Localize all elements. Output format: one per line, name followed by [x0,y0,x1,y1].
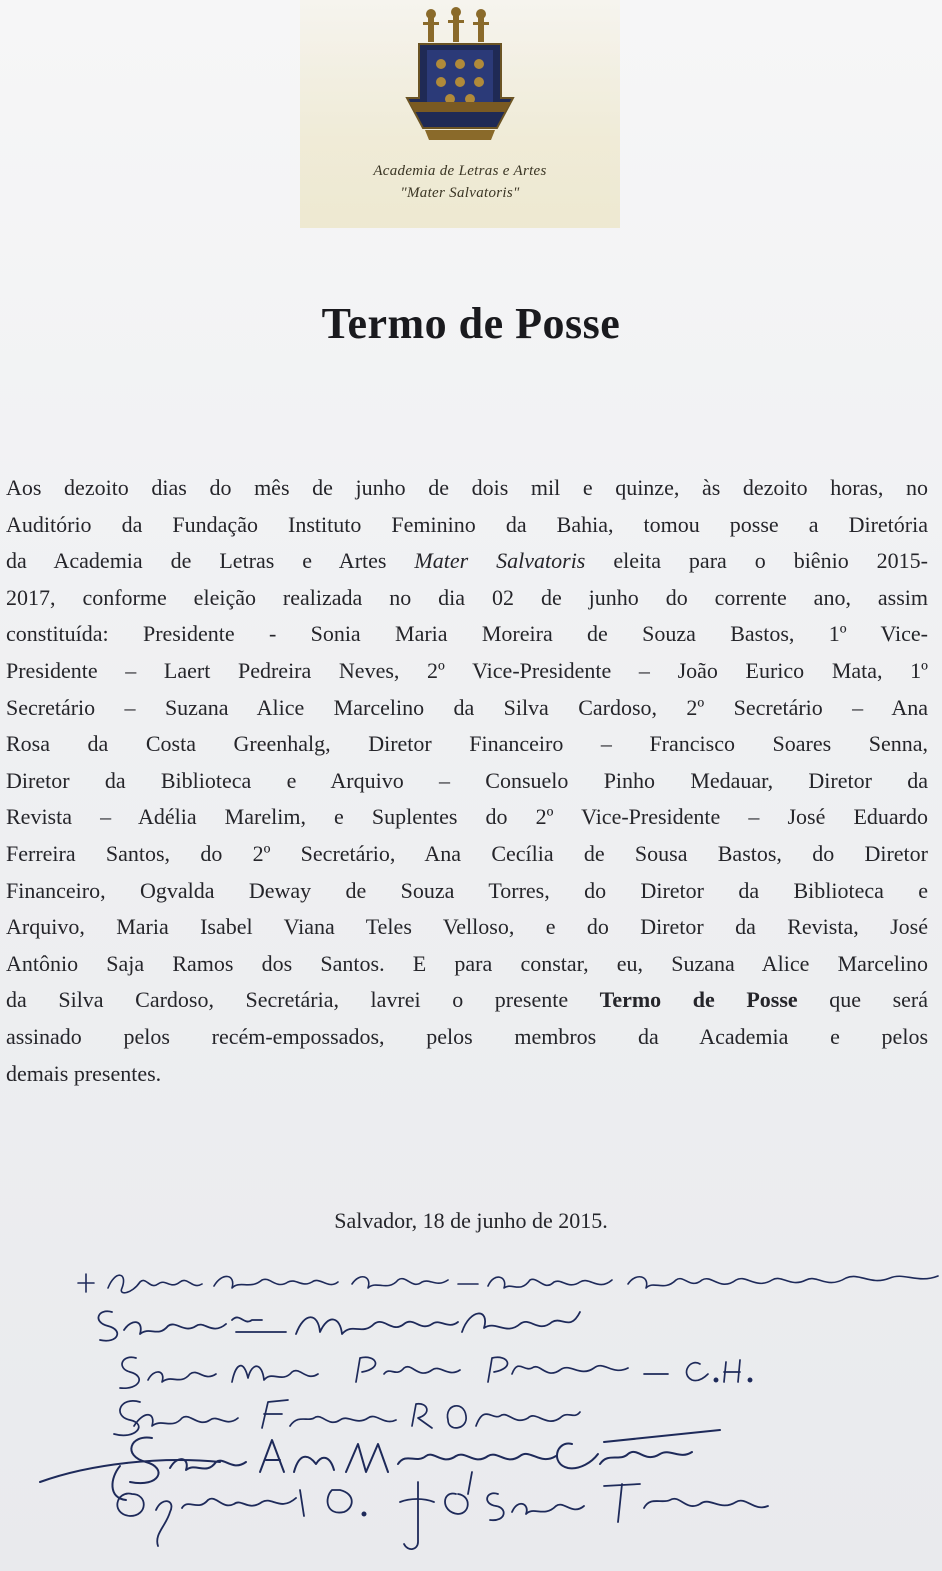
body-line: Rosa da Costa Greenhalg, Diretor Financeiro – Francisco Soares Senna, [6,731,928,757]
document-title: Termo de Posse [321,299,621,348]
body-line: da Academia de Letras e Artes Mater Salvatoris eleita para o biênio 2015- [6,548,928,574]
body-line: da Silva Cardoso, Secretária, lavrei o presente Termo de Posse que será [6,987,929,1013]
body-line: Diretor da Biblioteca e Arquivo – Consuelo Pinho Medauar, Diretor da [6,767,928,793]
document-body [6,470,928,1092]
body-line: assinado pelos recém-empossados, pelos membros da Academia e pelos [6,1023,928,1049]
body-line: Revista – Adélia Marelim, e Suplentes do 2º Vice-Presidente – José Eduardo [6,804,928,830]
body-line: demais presentes. [6,1060,162,1086]
signature-4 [114,1400,580,1435]
signature-6 [117,1472,768,1549]
academy-name-line1: Academia de Letras e Artes [373,163,547,179]
body-line: constituída: Presidente - Sonia Maria Moreira de Souza Bastos, 1º Vice- [6,621,928,647]
body-line: Antônio Saja Ramos dos Santos. E para constar, eu, Suzana Alice Marcelino [6,950,928,976]
body-line: Presidente – Laert Pedreira Neves, 2º Vice-Presidente – João Eurico Mata, 1º [6,657,928,683]
academy-name-line2: "Mater Salvatoris" [400,185,520,201]
signature-3 [120,1357,752,1388]
academy-letterhead [300,0,620,228]
body-line: Auditório da Fundação Instituto Feminino da Bahia, tomou posse a Diretória [6,511,928,537]
academy-crest-icon [401,6,519,146]
signature-2 [98,1311,580,1340]
body-line: Aos dezoito dias do mês de junho de dois mil e quinze, às dezoito horas, no [6,475,928,500]
place-and-date: Salvador, 18 de junho de 2015. [334,1208,608,1233]
body-line: Arquivo, Maria Isabel Viana Teles Velloso, e do Diretor da Revista, José [6,914,928,940]
body-line: Financeiro, Ogvalda Deway de Souza Torres, do Diretor da Biblioteca e [6,877,928,903]
body-line: Secretário – Suzana Alice Marcelino da Silva Cardoso, 2º Secretário – Ana [6,694,928,720]
body-line: 2017, conforme eleição realizada no dia 02 de junho do corrente ano, assim [6,584,928,610]
signature-5 [40,1430,720,1500]
academy-name [300,160,620,204]
body-line: Ferreira Santos, do 2º Secretário, Ana Cecília de Sousa Bastos, do Diretor [6,840,928,866]
handwritten-signatures [0,1250,942,1571]
signature-1 [78,1274,938,1293]
